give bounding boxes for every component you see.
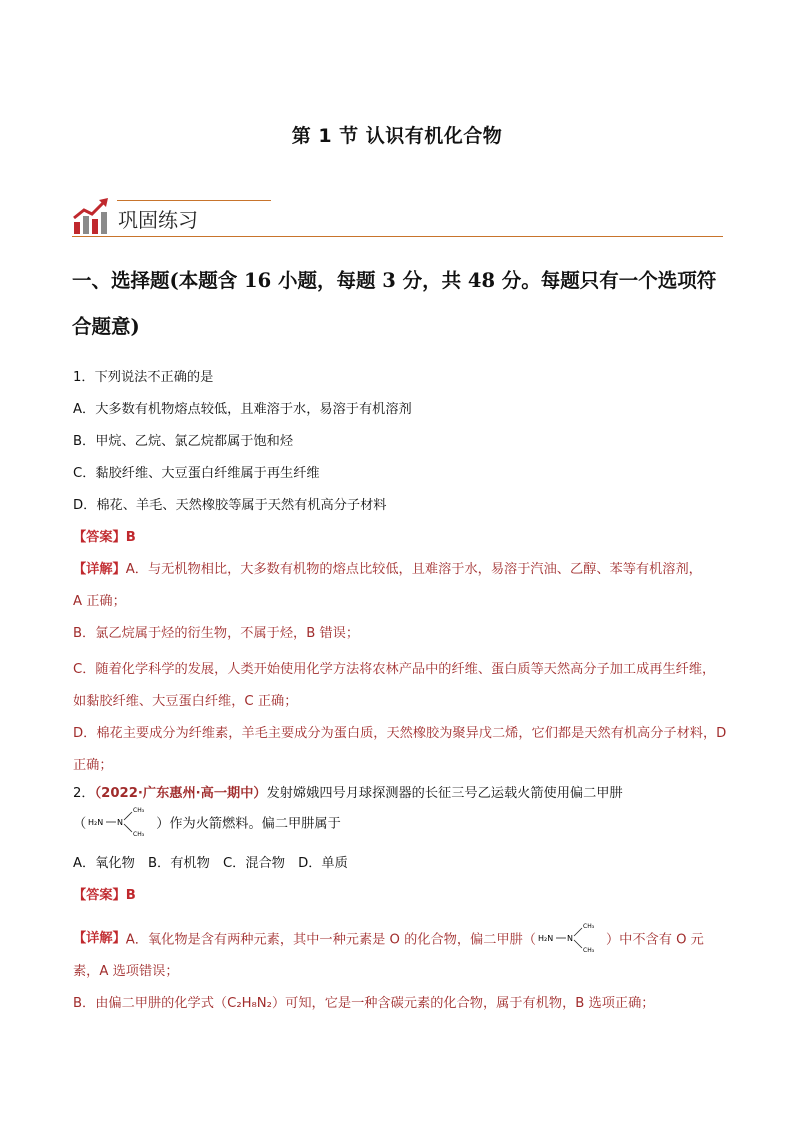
- q2-stem-a: 发射嫦娥四号月球探测器的长征三号乙运载火箭使用偏二甲肼: [266, 786, 623, 801]
- chart-growth-icon: [72, 196, 112, 236]
- struct-h2n: H₂N: [88, 818, 104, 827]
- q1-explain-a2: A 正确；: [73, 594, 126, 609]
- q2-stem-b: ）作为火箭燃料。偏二甲肼属于: [156, 816, 341, 832]
- q1-answer: 【答案】B: [73, 530, 136, 545]
- struct2-ch3-bottom: CH₃: [582, 947, 595, 954]
- q1-stem: 1．下列说法不正确的是: [73, 370, 214, 385]
- q2-explain-a2: 素，A 选项错误；: [73, 964, 179, 979]
- q1-explain-b: B．氯乙烷属于烃的衍生物，不属于烃，B 错误；: [73, 626, 360, 641]
- struct2-n: N: [566, 934, 573, 943]
- q2-explain-a: [73, 920, 704, 956]
- section-heading: 一、选择题(本题含 16 小题，每题 3 分，共 48 分。每题只有一个选项符合题意): [72, 269, 717, 338]
- struct-ch3-bottom: CH₃: [133, 831, 145, 838]
- q2-source: （2022·广东惠州·高一期中）: [94, 786, 267, 801]
- q1-explain-d: D．棉花主要成分为纤维素，羊毛主要成分为蛋白质，天然橡胶为聚异戊二烯，它们都是天然有机高分子材料，D 正确；: [73, 726, 727, 773]
- banner-rule: [72, 236, 723, 237]
- q2-options: A．氧化物 B．有机物 C．混合物 D．单质: [73, 856, 348, 871]
- section-banner: [72, 196, 723, 238]
- struct-n: N: [117, 818, 124, 827]
- page-title: 第 1 节 认识有机化合物: [291, 125, 503, 147]
- q1-explain-tag: 【详解】: [73, 562, 126, 577]
- q2-answer: 【答案】B: [73, 888, 136, 903]
- udmh-structure-diagram: [86, 804, 156, 840]
- q1-option-b: B．甲烷、乙烷、氯乙烷都属于饱和烃: [73, 434, 294, 449]
- q2-explain-b: B．由偏二甲肼的化学式（C₂H₈N₂）可知，它是一种含碳元素的化合物，属于有机物，B 选项正确；: [73, 996, 655, 1011]
- q2-number: 2．: [73, 786, 95, 801]
- q1-explain-a-text: A．与无机物相比，大多数有机物的熔点比较低，且难溶于水，易溶于汽油、乙醇、苯等有机溶剂，: [125, 562, 702, 577]
- q1-option-a: A．大多数有机物熔点较低，且难溶于水，易溶于有机溶剂: [73, 402, 412, 417]
- q2-explain-a-text: A．氧化物是含有两种元素，其中一种元素是 O 的化合物，偏二甲肼（: [125, 932, 536, 948]
- struct2-h2n: H₂N: [537, 934, 554, 943]
- q2-stem-line1: [73, 782, 623, 801]
- q1-explain-c: C．随着化学科学的发展，人类开始使用化学方法将农林产品中的纤维、蛋白质等天然高分子加工成再生纤维，如黏胶纤维、大豆蛋白纤维，C 正确；: [73, 662, 716, 709]
- banner-label: 巩固练习: [118, 208, 198, 232]
- q1-option-d: D．棉花、羊毛、天然橡胶等属于天然有机高分子材料: [73, 498, 387, 513]
- q1-explain-a: [73, 558, 702, 577]
- q1-option-c: C．黏胶纤维、大豆蛋白纤维属于再生纤维: [73, 466, 320, 481]
- struct-ch3-top: CH₃: [133, 807, 145, 814]
- q2-open-paren: （: [73, 816, 87, 832]
- banner-overline: [117, 200, 271, 201]
- struct2-ch3-top: CH₃: [582, 923, 595, 930]
- q2-explain-a-end: ）中不含有 O 元: [605, 932, 704, 948]
- q2-explain-tag: 【详解】: [73, 931, 126, 946]
- q2-stem-line2: [73, 804, 341, 840]
- udmh-structure-diagram-inline: [536, 920, 606, 956]
